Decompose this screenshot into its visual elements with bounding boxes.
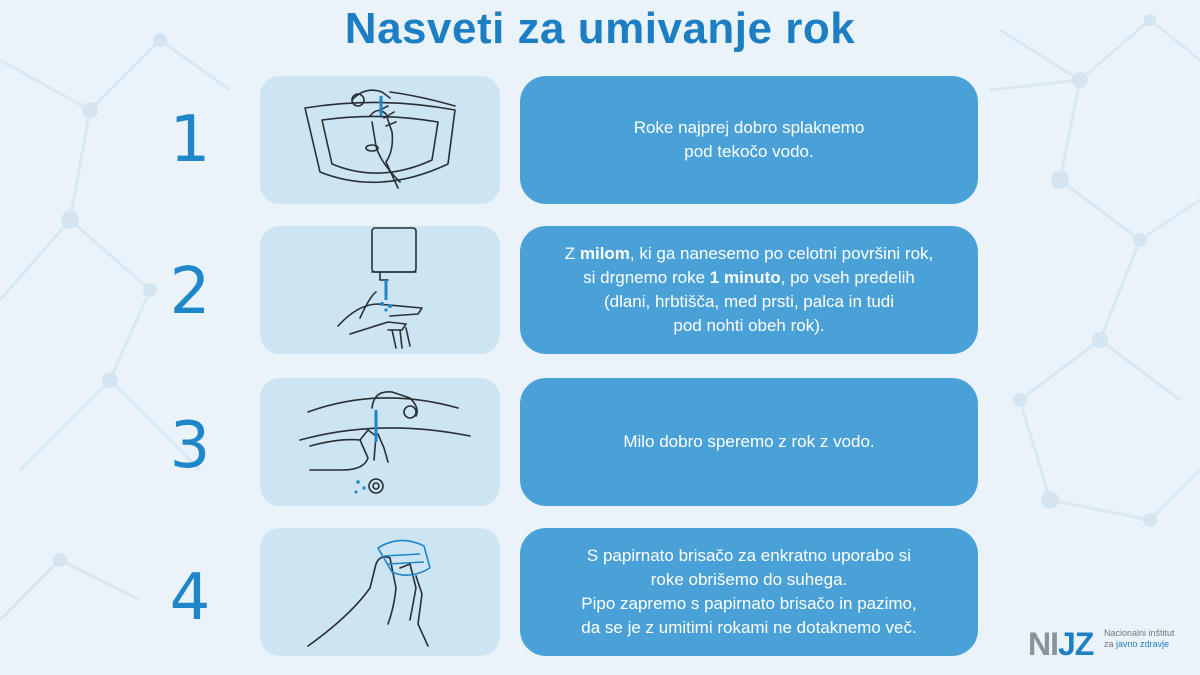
step-4-text xyxy=(581,544,916,640)
page-title: Nasveti za umivanje rok xyxy=(344,4,856,53)
instruction-text: pod nohti obeh rok). xyxy=(673,316,825,335)
step-2-number: 2 xyxy=(169,255,211,329)
instruction-line xyxy=(565,266,934,290)
instruction-text: , ki ga nanesemo po celotni površini rok, xyxy=(629,244,934,263)
instruction-text: pod tekočo vodo. xyxy=(684,142,814,161)
instruction-text: Pipo zapremo s papirnato brisačo in pazimo, xyxy=(581,594,917,613)
instruction-line xyxy=(565,314,934,338)
hands-under-faucet-icon xyxy=(260,76,500,204)
logo-caption xyxy=(1104,628,1175,650)
instruction-text: Milo dobro speremo z rok z vodo. xyxy=(623,432,875,451)
step-2-illustration xyxy=(260,226,500,354)
step-4-number: 4 xyxy=(169,561,211,635)
step-1-instruction xyxy=(520,76,978,204)
instruction-text: da se je z umitimi rokami ne dotaknemo več. xyxy=(581,618,917,637)
paper-towel-drying-icon xyxy=(260,528,500,656)
nijz-logo xyxy=(1028,626,1188,666)
step-4-instruction xyxy=(520,528,978,656)
instruction-line xyxy=(565,290,934,314)
logo-caption-line1: Nacionalni inštitut xyxy=(1104,628,1175,638)
logo-mark-left: NI xyxy=(1028,626,1058,662)
instruction-line xyxy=(565,242,934,266)
instruction-line xyxy=(634,116,865,140)
soap-dispenser-icon xyxy=(260,226,500,354)
step-3-illustration xyxy=(260,378,500,506)
instruction-text: Roke najprej dobro splaknemo xyxy=(633,118,865,137)
instruction-text: roke obrišemo do suhega. xyxy=(650,570,848,589)
step-1-text xyxy=(634,116,865,164)
instruction-text: si drgnemo roke xyxy=(583,268,710,287)
instruction-line xyxy=(581,568,916,592)
step-3-text xyxy=(623,430,874,454)
step-1-illustration xyxy=(260,76,500,204)
step-3-number: 3 xyxy=(169,409,211,483)
step-2-text xyxy=(565,242,934,338)
logo-caption-accent: javno zdravje xyxy=(1116,639,1170,649)
instruction-emphasis: 1 minuto xyxy=(709,268,781,287)
instruction-line xyxy=(581,544,916,568)
instruction-emphasis: milom xyxy=(579,244,630,263)
rinsing-hands-icon xyxy=(260,378,500,506)
instruction-line xyxy=(634,140,865,164)
logo-caption-plain: za xyxy=(1104,639,1117,649)
instruction-text: , po vseh predelih xyxy=(780,268,915,287)
step-3-instruction xyxy=(520,378,978,506)
instruction-line xyxy=(581,616,916,640)
step-2-instruction xyxy=(520,226,978,354)
instruction-text: S papirnato brisačo za enkratno uporabo si xyxy=(586,546,912,565)
step-4-illustration xyxy=(260,528,500,656)
instruction-text: (dlani, hrbtišča, med prsti, palca in tudi xyxy=(603,292,895,311)
step-1-number: 1 xyxy=(169,103,211,177)
logo-mark-right: JZ xyxy=(1058,626,1094,662)
logo-mark xyxy=(1028,626,1093,662)
instruction-text: Z xyxy=(564,244,580,263)
logo-caption-line2 xyxy=(1104,639,1175,650)
instruction-line xyxy=(581,592,916,616)
instruction-line xyxy=(623,430,874,454)
